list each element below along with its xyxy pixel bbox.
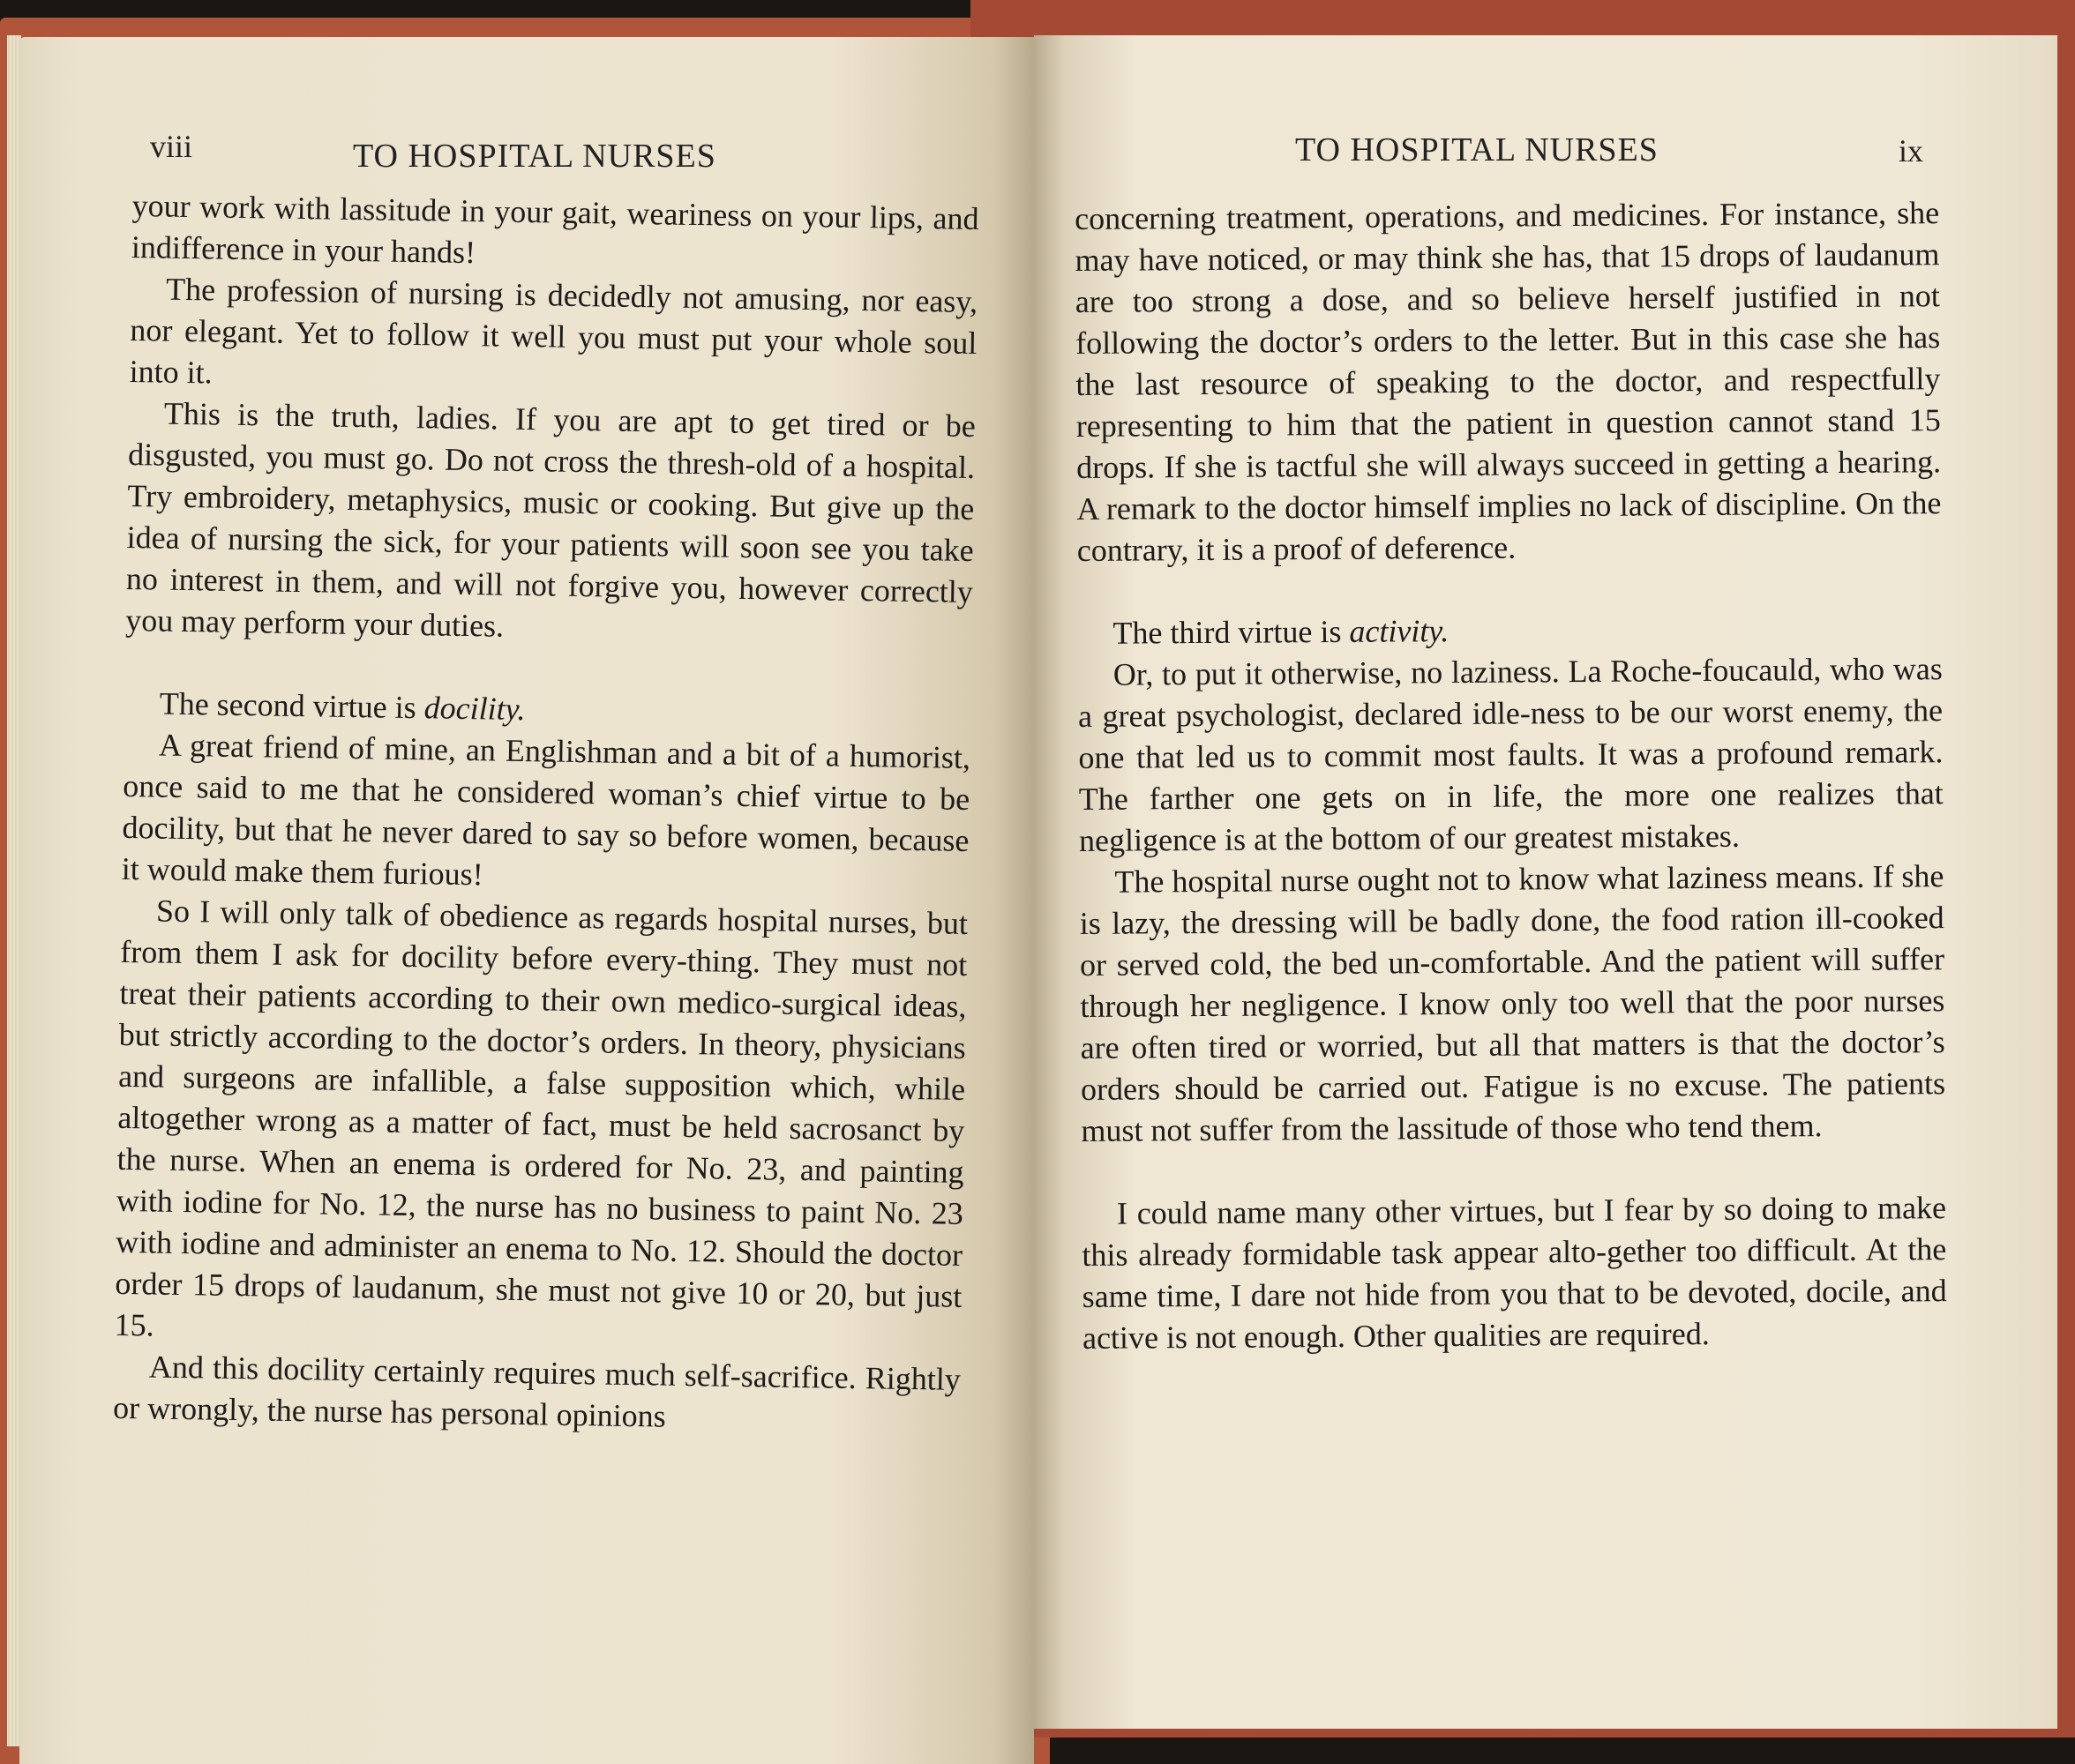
virtue-word: activity. (1349, 613, 1450, 649)
virtue-heading (1077, 607, 1942, 654)
right-folio: ix (1899, 133, 1924, 168)
right-paragraph: concerning treatment, operations, and medicines. For instance, she may have noticed, or may think she has, that 15 drops of laudanum are too strong a dose, and so believe herself justified in not following the doctor’s orders to the letter. But in this case she has the last resource of speaking to the doctor, and respectfully representing to him that the patient in question cannot stand 15 drops. If she is tactful she will always succeed in getting a hearing. A remark to the doctor himself implies no lack of discipline. On the contrary, it is a proof of deference. (1075, 195, 1942, 568)
right-paragraph: Or, to put it otherwise, no laziness. La Roche-foucauld, who was a great psychologist, declared idle-ness to be our worst enemy, the one that led us to commit most faults. It was a profound remark. The farther one gets on in life, the more one realizes that negligence is at the bottom of our greatest mistakes. (1077, 651, 1944, 858)
left-folio: viii (150, 129, 193, 164)
left-paragraph: your work with lassitude in your gait, weariness on your lips, and indifference in your hands! (131, 187, 979, 271)
left-paragraph: This is the truth, ladies. If you are apt to get tired or be disgusted, you must go. Do not cross the thresh-old of a hospital. Try embroidery, metaphysics, music or cooking. But give up the idea of nursing the sick, for your patients will soon see you take no interest in them, and will not forgive you, however correctly you may perform your duties. (124, 395, 977, 644)
right-body-text (1075, 192, 1947, 1359)
right-paragraph: The hospital nurse ought not to know what laziness means. If she is lazy, the dressing will be badly done, the food ration ill-cooked or served cold, the bed un-comfortable. And the patient will suffer through her negligence. I know only too well that the poor nurses are often tired or worried, but all that matters is that the doctor’s orders should be carried out. Fatigue is no excuse. The patients must not suffer from the lassitude of those who tend them. (1079, 858, 1946, 1148)
left-paragraph: So I will only talk of obedience as regards hospital nurses, but from them I ask for docility before every-thing. They must not treat their patients according to their own medico-surgical ideas, but strictly according to the doctor’s orders. In theory, physicians and surgeons are infallible, a false supposition which, while altogether wrong as a matter of fact, must be held sacrosanct by the nurse. When an enema is ordered for No. 23, and painting with iodine for No. 12, the nurse has no business to paint No. 23 with iodine and administer an enema to No. 12. Should the doctor order 15 drops of laudanum, she must not give 10 or 20, but just 15. (114, 893, 969, 1343)
left-body-text (113, 185, 979, 1442)
virtue-intro: The third virtue is (1112, 613, 1342, 651)
right-running-head: TO HOSPITAL NURSES (1295, 131, 1659, 168)
left-paragraph: The profession of nursing is decidedly not amusing, nor easy, nor elegant. Yet to follow it well you must put your whole soul into it. (129, 271, 978, 391)
virtue-word: docility. (423, 690, 526, 728)
right-paragraph: I could name many other virtues, but I fear by so doing to make this already formidable task appear alto-gether too difficult. At the same time, I dare not hide from you that to be devoted, docile, and active is not enough. Other qualities are required. (1082, 1190, 1947, 1356)
virtue-intro: The second virtue is (159, 685, 416, 726)
left-paragraph: A great friend of mine, an Englishman and a bit of a humorist, once said to me that he considered woman’s chief virtue to be docility, but that he never dared to say so before women, because it would make them furious! (121, 727, 971, 893)
left-paragraph: And this docility certainly requires much self-sacrifice. Rightly or wrongly, the nurse has personal opinions (112, 1349, 962, 1434)
left-running-head: TO HOSPITAL NURSES (353, 138, 716, 175)
